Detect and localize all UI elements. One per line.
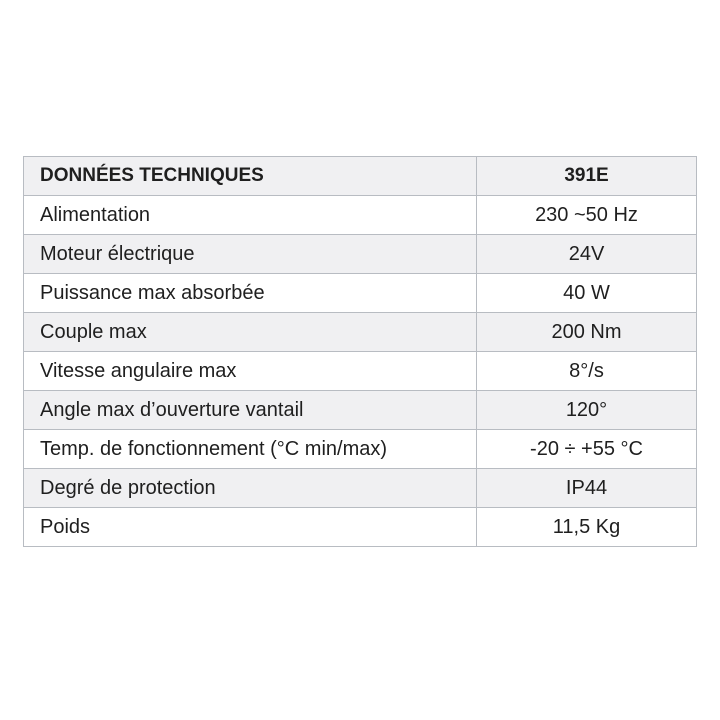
table-row: [24, 352, 697, 391]
technical-data-table: [23, 156, 697, 547]
row-label: Couple max: [24, 313, 477, 352]
table-row: [24, 196, 697, 235]
row-label: Degré de protection: [24, 469, 477, 508]
table-row: [24, 508, 697, 547]
table-row: [24, 313, 697, 352]
table-row: [24, 469, 697, 508]
row-label: Moteur électrique: [24, 235, 477, 274]
row-label: Poids: [24, 508, 477, 547]
row-value: 24V: [477, 235, 697, 274]
row-value: 11,5 Kg: [477, 508, 697, 547]
table-row: [24, 274, 697, 313]
row-value: 200 Nm: [477, 313, 697, 352]
table-row: [24, 235, 697, 274]
header-label: DONNÉES TECHNIQUES: [24, 157, 477, 196]
row-label: Angle max d’ouverture vantail: [24, 391, 477, 430]
row-value: 120°: [477, 391, 697, 430]
row-value: IP44: [477, 469, 697, 508]
row-value: 40 W: [477, 274, 697, 313]
row-label: Vitesse angulaire max: [24, 352, 477, 391]
row-label: Alimentation: [24, 196, 477, 235]
row-value: 230 ~50 Hz: [477, 196, 697, 235]
row-value: 8°/s: [477, 352, 697, 391]
row-label: Puissance max absorbée: [24, 274, 477, 313]
table-row: [24, 430, 697, 469]
table-header-row: [24, 157, 697, 196]
row-value: -20 ÷ +55 °C: [477, 430, 697, 469]
header-model: 391E: [477, 157, 697, 196]
table-row: [24, 391, 697, 430]
row-label: Temp. de fonctionnement (°C min/max): [24, 430, 477, 469]
